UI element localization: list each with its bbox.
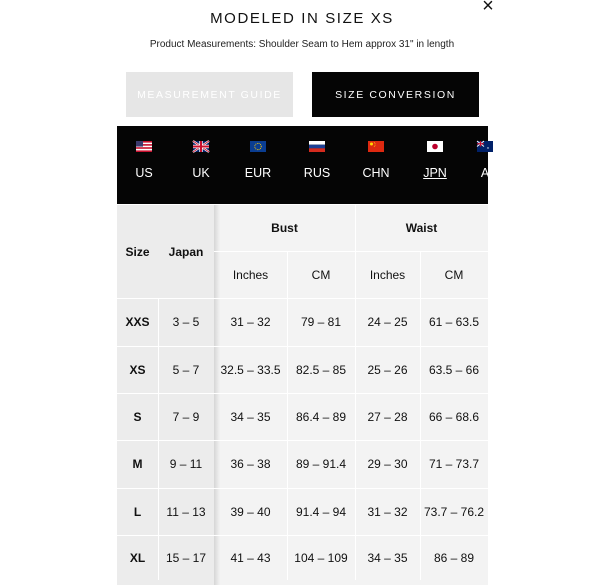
cell-waist-inches: 31 – 32 — [367, 504, 408, 519]
cell-waist-inches: 27 – 28 — [367, 409, 408, 424]
product-measurements-note: Product Measurements: Shoulder Seam to Hem approx 31" in length — [149, 39, 455, 50]
japan-flag-icon — [427, 141, 443, 152]
cell-bust-cm: 91.4 – 94 — [295, 504, 347, 519]
cell-bust-inches: 34 – 35 — [230, 409, 271, 424]
region-eur[interactable] — [228, 126, 288, 204]
region-selector-bar — [117, 126, 488, 204]
cell-japan: 9 – 11 — [169, 457, 203, 471]
cell-japan: 15 – 17 — [165, 550, 207, 565]
region-label: EUR — [244, 166, 272, 180]
cell-bust-inches: 36 – 38 — [230, 457, 271, 471]
cell-waist-inches: 25 – 26 — [367, 362, 408, 377]
cell-bust-inches: 39 – 40 — [230, 504, 271, 519]
cell-waist-cm: 73.7 – 76.2 — [423, 504, 485, 519]
region-label: UK — [192, 166, 210, 180]
cell-bust-inches: 41 – 43 — [230, 550, 271, 565]
col-header-size: Size — [125, 244, 150, 259]
cell-japan: 5 – 7 — [172, 362, 200, 377]
uk-flag-icon — [193, 141, 209, 152]
cell-japan: 3 – 5 — [172, 315, 200, 329]
col-header-waist-cm: CM — [444, 267, 464, 282]
china-flag-icon — [368, 141, 384, 152]
region-label: CHN — [362, 166, 390, 180]
cell-japan: 7 – 9 — [172, 409, 200, 424]
region-rus[interactable] — [287, 126, 347, 204]
cell-size: XS — [129, 362, 146, 377]
col-header-bust-cm: CM — [311, 267, 331, 282]
cell-bust-cm: 89 – 91.4 — [295, 457, 347, 471]
region-uk[interactable] — [171, 126, 231, 204]
cell-bust-cm: 82.5 – 85 — [295, 362, 347, 377]
tab-measurement-guide[interactable]: MEASUREMENT GUIDE — [126, 72, 293, 117]
australia-flag-icon — [477, 141, 493, 152]
cell-size: L — [133, 504, 142, 519]
cell-waist-cm: 71 – 73.7 — [428, 457, 480, 471]
cell-waist-cm: 66 – 68.6 — [428, 409, 480, 424]
region-label: RUS — [303, 166, 331, 180]
cell-waist-inches: 29 – 30 — [367, 457, 408, 471]
cell-waist-cm: 86 – 89 — [433, 550, 475, 565]
cell-size: XL — [129, 550, 146, 565]
region-label: JPN — [423, 166, 447, 180]
close-icon: × — [482, 0, 494, 17]
col-group-waist: Waist — [405, 221, 438, 235]
cell-bust-inches: 31 – 32 — [230, 315, 271, 329]
cell-size: XXS — [125, 315, 150, 329]
russia-flag-icon — [309, 141, 325, 152]
cell-size: M — [132, 457, 143, 471]
col-header-waist-inches: Inches — [369, 267, 406, 282]
cell-bust-inches: 32.5 – 33.5 — [220, 362, 281, 377]
cell-size: S — [133, 409, 142, 424]
cell-bust-cm: 86.4 – 89 — [295, 409, 347, 424]
cell-waist-inches: 34 – 35 — [367, 550, 408, 565]
region-us[interactable] — [114, 126, 174, 204]
col-header-bust-inches: Inches — [232, 267, 269, 282]
page-title: MODELED IN SIZE XS — [210, 10, 394, 27]
region-label: A — [480, 166, 490, 180]
region-aus[interactable] — [455, 126, 515, 204]
cell-japan: 11 – 13 — [166, 504, 206, 519]
cell-bust-cm: 79 – 81 — [300, 315, 342, 329]
region-chn[interactable] — [346, 126, 406, 204]
cell-waist-cm: 61 – 63.5 — [428, 315, 480, 329]
cell-bust-cm: 104 – 109 — [294, 550, 348, 565]
cell-waist-cm: 63.5 – 66 — [428, 362, 480, 377]
tab-size-conversion[interactable]: SIZE CONVERSION — [312, 72, 479, 117]
col-group-bust: Bust — [271, 221, 298, 235]
us-flag-icon — [136, 141, 152, 152]
cell-waist-inches: 24 – 25 — [367, 315, 408, 329]
region-label: US — [135, 166, 153, 180]
eu-flag-icon — [250, 141, 266, 152]
col-header-japan: Japan — [168, 244, 204, 259]
